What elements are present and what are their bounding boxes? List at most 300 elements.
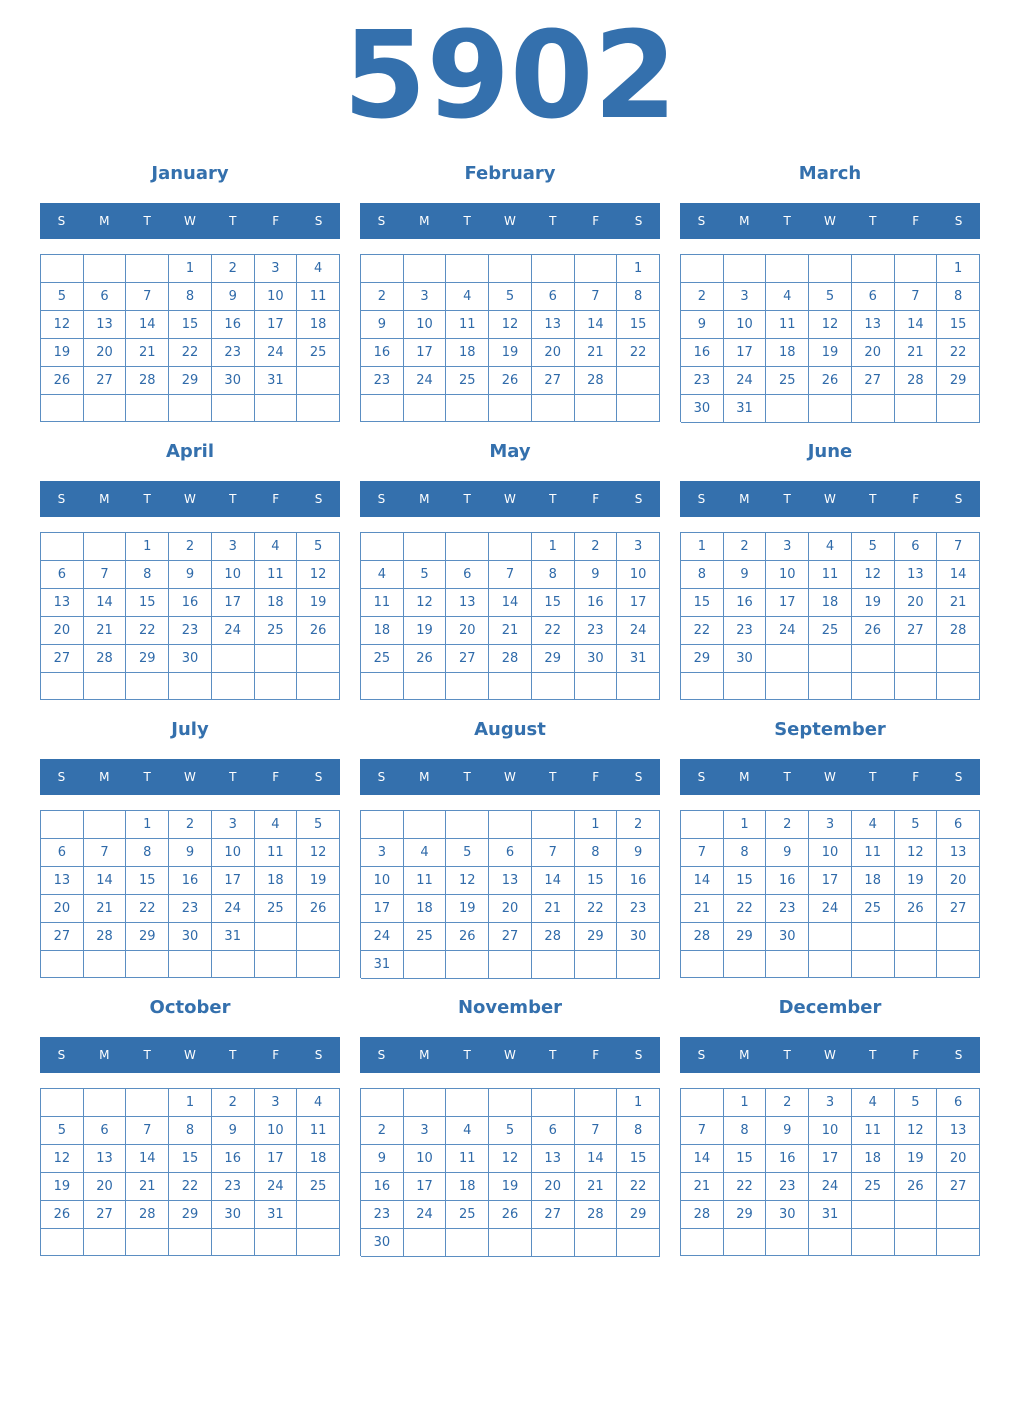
day-cell[interactable]: 22 <box>126 617 169 645</box>
day-cell[interactable]: 26 <box>895 1173 938 1201</box>
day-cell[interactable]: 25 <box>255 895 298 923</box>
day-cell[interactable]: 15 <box>617 311 660 339</box>
day-cell[interactable]: 22 <box>126 895 169 923</box>
day-cell[interactable]: 3 <box>809 811 852 839</box>
day-cell[interactable]: 5 <box>297 533 340 561</box>
day-cell[interactable]: 8 <box>681 561 724 589</box>
day-cell[interactable]: 11 <box>255 839 298 867</box>
day-cell[interactable]: 2 <box>724 533 767 561</box>
day-cell[interactable]: 1 <box>169 255 212 283</box>
day-cell[interactable]: 20 <box>41 617 84 645</box>
day-cell[interactable]: 19 <box>489 1173 532 1201</box>
day-cell[interactable]: 4 <box>446 283 489 311</box>
day-cell[interactable]: 23 <box>361 367 404 395</box>
day-cell[interactable]: 2 <box>361 283 404 311</box>
day-cell[interactable]: 15 <box>532 589 575 617</box>
day-cell[interactable]: 13 <box>937 1117 980 1145</box>
day-cell[interactable]: 24 <box>404 367 447 395</box>
day-cell[interactable]: 8 <box>126 839 169 867</box>
day-cell[interactable]: 23 <box>724 617 767 645</box>
day-cell[interactable]: 30 <box>724 645 767 673</box>
day-cell[interactable]: 23 <box>169 617 212 645</box>
day-cell[interactable]: 31 <box>212 923 255 951</box>
day-cell[interactable]: 6 <box>895 533 938 561</box>
day-cell[interactable]: 4 <box>297 1089 340 1117</box>
day-cell[interactable]: 20 <box>84 1173 127 1201</box>
day-cell[interactable]: 6 <box>852 283 895 311</box>
day-cell[interactable]: 19 <box>852 589 895 617</box>
day-cell[interactable]: 7 <box>575 283 618 311</box>
day-cell[interactable]: 4 <box>297 255 340 283</box>
day-cell[interactable]: 2 <box>361 1117 404 1145</box>
day-cell[interactable]: 22 <box>724 1173 767 1201</box>
day-cell[interactable]: 18 <box>852 867 895 895</box>
day-cell[interactable]: 9 <box>361 1145 404 1173</box>
day-cell[interactable]: 6 <box>937 1089 980 1117</box>
day-cell[interactable]: 7 <box>937 533 980 561</box>
day-cell[interactable]: 10 <box>212 561 255 589</box>
day-cell[interactable]: 5 <box>41 1117 84 1145</box>
day-cell[interactable]: 14 <box>126 311 169 339</box>
day-cell[interactable]: 6 <box>41 839 84 867</box>
day-cell[interactable]: 9 <box>212 283 255 311</box>
day-cell[interactable]: 27 <box>532 367 575 395</box>
day-cell[interactable]: 8 <box>724 1117 767 1145</box>
day-cell[interactable]: 16 <box>766 867 809 895</box>
day-cell[interactable]: 21 <box>895 339 938 367</box>
day-cell[interactable]: 9 <box>169 839 212 867</box>
day-cell[interactable]: 16 <box>724 589 767 617</box>
day-cell[interactable]: 4 <box>404 839 447 867</box>
day-cell[interactable]: 1 <box>724 1089 767 1117</box>
day-cell[interactable]: 1 <box>937 255 980 283</box>
day-cell[interactable]: 14 <box>895 311 938 339</box>
day-cell[interactable]: 19 <box>297 867 340 895</box>
day-cell[interactable]: 5 <box>852 533 895 561</box>
day-cell[interactable]: 19 <box>41 1173 84 1201</box>
day-cell[interactable]: 20 <box>937 1145 980 1173</box>
day-cell[interactable]: 11 <box>361 589 404 617</box>
day-cell[interactable]: 12 <box>446 867 489 895</box>
day-cell[interactable]: 8 <box>617 1117 660 1145</box>
day-cell[interactable]: 24 <box>766 617 809 645</box>
day-cell[interactable]: 15 <box>169 311 212 339</box>
day-cell[interactable]: 18 <box>809 589 852 617</box>
day-cell[interactable]: 11 <box>766 311 809 339</box>
day-cell[interactable]: 14 <box>681 867 724 895</box>
day-cell[interactable]: 30 <box>169 645 212 673</box>
day-cell[interactable]: 18 <box>446 1173 489 1201</box>
day-cell[interactable]: 17 <box>724 339 767 367</box>
day-cell[interactable]: 9 <box>766 839 809 867</box>
day-cell[interactable]: 25 <box>361 645 404 673</box>
day-cell[interactable]: 13 <box>532 311 575 339</box>
day-cell[interactable]: 8 <box>532 561 575 589</box>
day-cell[interactable]: 17 <box>617 589 660 617</box>
day-cell[interactable]: 30 <box>212 367 255 395</box>
day-cell[interactable]: 4 <box>255 533 298 561</box>
day-cell[interactable]: 29 <box>126 923 169 951</box>
day-cell[interactable]: 17 <box>361 895 404 923</box>
day-cell[interactable]: 14 <box>937 561 980 589</box>
day-cell[interactable]: 30 <box>766 1201 809 1229</box>
day-cell[interactable]: 29 <box>724 923 767 951</box>
day-cell[interactable]: 23 <box>617 895 660 923</box>
day-cell[interactable]: 27 <box>937 1173 980 1201</box>
day-cell[interactable]: 16 <box>681 339 724 367</box>
day-cell[interactable]: 3 <box>809 1089 852 1117</box>
day-cell[interactable]: 15 <box>937 311 980 339</box>
day-cell[interactable]: 13 <box>489 867 532 895</box>
day-cell[interactable]: 17 <box>255 1145 298 1173</box>
day-cell[interactable]: 7 <box>895 283 938 311</box>
day-cell[interactable]: 15 <box>575 867 618 895</box>
day-cell[interactable]: 5 <box>404 561 447 589</box>
day-cell[interactable]: 6 <box>532 283 575 311</box>
day-cell[interactable]: 14 <box>489 589 532 617</box>
day-cell[interactable]: 16 <box>169 867 212 895</box>
day-cell[interactable]: 17 <box>212 589 255 617</box>
day-cell[interactable]: 17 <box>404 339 447 367</box>
day-cell[interactable]: 17 <box>809 1145 852 1173</box>
day-cell[interactable]: 30 <box>575 645 618 673</box>
day-cell[interactable]: 16 <box>361 339 404 367</box>
day-cell[interactable]: 14 <box>532 867 575 895</box>
day-cell[interactable]: 10 <box>404 1145 447 1173</box>
day-cell[interactable]: 6 <box>489 839 532 867</box>
day-cell[interactable]: 4 <box>852 1089 895 1117</box>
day-cell[interactable]: 28 <box>575 367 618 395</box>
day-cell[interactable]: 9 <box>681 311 724 339</box>
day-cell[interactable]: 9 <box>724 561 767 589</box>
day-cell[interactable]: 23 <box>212 339 255 367</box>
day-cell[interactable]: 3 <box>617 533 660 561</box>
day-cell[interactable]: 4 <box>809 533 852 561</box>
day-cell[interactable]: 25 <box>809 617 852 645</box>
day-cell[interactable]: 16 <box>766 1145 809 1173</box>
day-cell[interactable]: 26 <box>809 367 852 395</box>
day-cell[interactable]: 7 <box>126 283 169 311</box>
day-cell[interactable]: 5 <box>489 1117 532 1145</box>
day-cell[interactable]: 10 <box>766 561 809 589</box>
day-cell[interactable]: 24 <box>212 617 255 645</box>
day-cell[interactable]: 21 <box>126 1173 169 1201</box>
day-cell[interactable]: 16 <box>169 589 212 617</box>
day-cell[interactable]: 13 <box>446 589 489 617</box>
day-cell[interactable]: 26 <box>852 617 895 645</box>
day-cell[interactable]: 10 <box>255 1117 298 1145</box>
day-cell[interactable]: 19 <box>41 339 84 367</box>
day-cell[interactable]: 10 <box>724 311 767 339</box>
day-cell[interactable]: 1 <box>532 533 575 561</box>
day-cell[interactable]: 30 <box>681 395 724 423</box>
day-cell[interactable]: 11 <box>446 311 489 339</box>
day-cell[interactable]: 16 <box>212 1145 255 1173</box>
day-cell[interactable]: 15 <box>681 589 724 617</box>
day-cell[interactable]: 22 <box>532 617 575 645</box>
day-cell[interactable]: 13 <box>84 311 127 339</box>
day-cell[interactable]: 10 <box>809 1117 852 1145</box>
day-cell[interactable]: 18 <box>361 617 404 645</box>
day-cell[interactable]: 2 <box>169 533 212 561</box>
day-cell[interactable]: 14 <box>84 867 127 895</box>
day-cell[interactable]: 27 <box>489 923 532 951</box>
day-cell[interactable]: 30 <box>169 923 212 951</box>
day-cell[interactable]: 12 <box>41 1145 84 1173</box>
day-cell[interactable]: 27 <box>41 923 84 951</box>
day-cell[interactable]: 6 <box>937 811 980 839</box>
day-cell[interactable]: 24 <box>404 1201 447 1229</box>
day-cell[interactable]: 11 <box>852 839 895 867</box>
day-cell[interactable]: 20 <box>937 867 980 895</box>
day-cell[interactable]: 26 <box>489 1201 532 1229</box>
day-cell[interactable]: 12 <box>297 839 340 867</box>
day-cell[interactable]: 26 <box>446 923 489 951</box>
day-cell[interactable]: 28 <box>895 367 938 395</box>
day-cell[interactable]: 23 <box>575 617 618 645</box>
day-cell[interactable]: 2 <box>617 811 660 839</box>
day-cell[interactable]: 3 <box>255 1089 298 1117</box>
day-cell[interactable]: 24 <box>809 895 852 923</box>
day-cell[interactable]: 4 <box>446 1117 489 1145</box>
day-cell[interactable]: 23 <box>169 895 212 923</box>
day-cell[interactable]: 2 <box>766 1089 809 1117</box>
day-cell[interactable]: 19 <box>809 339 852 367</box>
day-cell[interactable]: 5 <box>446 839 489 867</box>
day-cell[interactable]: 25 <box>852 895 895 923</box>
day-cell[interactable]: 18 <box>404 895 447 923</box>
day-cell[interactable]: 29 <box>169 367 212 395</box>
day-cell[interactable]: 24 <box>724 367 767 395</box>
day-cell[interactable]: 17 <box>404 1173 447 1201</box>
day-cell[interactable]: 2 <box>169 811 212 839</box>
day-cell[interactable]: 28 <box>575 1201 618 1229</box>
day-cell[interactable]: 6 <box>532 1117 575 1145</box>
day-cell[interactable]: 23 <box>361 1201 404 1229</box>
day-cell[interactable]: 17 <box>809 867 852 895</box>
day-cell[interactable]: 10 <box>361 867 404 895</box>
day-cell[interactable]: 14 <box>575 311 618 339</box>
day-cell[interactable]: 21 <box>937 589 980 617</box>
day-cell[interactable]: 26 <box>895 895 938 923</box>
day-cell[interactable]: 4 <box>852 811 895 839</box>
day-cell[interactable]: 22 <box>681 617 724 645</box>
day-cell[interactable]: 28 <box>681 923 724 951</box>
day-cell[interactable]: 15 <box>169 1145 212 1173</box>
day-cell[interactable]: 31 <box>724 395 767 423</box>
day-cell[interactable]: 29 <box>169 1201 212 1229</box>
day-cell[interactable]: 13 <box>532 1145 575 1173</box>
day-cell[interactable]: 29 <box>937 367 980 395</box>
day-cell[interactable]: 19 <box>404 617 447 645</box>
day-cell[interactable]: 12 <box>404 589 447 617</box>
day-cell[interactable]: 15 <box>617 1145 660 1173</box>
day-cell[interactable]: 26 <box>41 367 84 395</box>
day-cell[interactable]: 21 <box>84 617 127 645</box>
day-cell[interactable]: 12 <box>895 1117 938 1145</box>
day-cell[interactable]: 18 <box>297 1145 340 1173</box>
day-cell[interactable]: 12 <box>297 561 340 589</box>
day-cell[interactable]: 28 <box>489 645 532 673</box>
day-cell[interactable]: 31 <box>255 1201 298 1229</box>
day-cell[interactable]: 13 <box>852 311 895 339</box>
day-cell[interactable]: 6 <box>84 283 127 311</box>
day-cell[interactable]: 5 <box>297 811 340 839</box>
day-cell[interactable]: 8 <box>169 1117 212 1145</box>
day-cell[interactable]: 28 <box>532 923 575 951</box>
day-cell[interactable]: 9 <box>169 561 212 589</box>
day-cell[interactable]: 12 <box>489 1145 532 1173</box>
day-cell[interactable]: 10 <box>212 839 255 867</box>
day-cell[interactable]: 21 <box>575 1173 618 1201</box>
day-cell[interactable]: 22 <box>724 895 767 923</box>
day-cell[interactable]: 27 <box>937 895 980 923</box>
day-cell[interactable]: 30 <box>617 923 660 951</box>
day-cell[interactable]: 2 <box>681 283 724 311</box>
day-cell[interactable]: 18 <box>255 589 298 617</box>
day-cell[interactable]: 28 <box>937 617 980 645</box>
day-cell[interactable]: 25 <box>766 367 809 395</box>
day-cell[interactable]: 29 <box>532 645 575 673</box>
day-cell[interactable]: 18 <box>255 867 298 895</box>
day-cell[interactable]: 11 <box>297 283 340 311</box>
day-cell[interactable]: 24 <box>212 895 255 923</box>
day-cell[interactable]: 5 <box>895 811 938 839</box>
day-cell[interactable]: 9 <box>617 839 660 867</box>
day-cell[interactable]: 1 <box>681 533 724 561</box>
day-cell[interactable]: 23 <box>212 1173 255 1201</box>
day-cell[interactable]: 2 <box>766 811 809 839</box>
day-cell[interactable]: 8 <box>575 839 618 867</box>
day-cell[interactable]: 28 <box>84 923 127 951</box>
day-cell[interactable]: 14 <box>84 589 127 617</box>
day-cell[interactable]: 10 <box>809 839 852 867</box>
day-cell[interactable]: 16 <box>575 589 618 617</box>
day-cell[interactable]: 24 <box>617 617 660 645</box>
day-cell[interactable]: 23 <box>766 895 809 923</box>
day-cell[interactable]: 29 <box>126 645 169 673</box>
day-cell[interactable]: 11 <box>404 867 447 895</box>
day-cell[interactable]: 14 <box>126 1145 169 1173</box>
day-cell[interactable]: 8 <box>724 839 767 867</box>
day-cell[interactable]: 6 <box>446 561 489 589</box>
day-cell[interactable]: 25 <box>297 1173 340 1201</box>
day-cell[interactable]: 9 <box>361 311 404 339</box>
day-cell[interactable]: 12 <box>895 839 938 867</box>
day-cell[interactable]: 5 <box>489 283 532 311</box>
day-cell[interactable]: 28 <box>84 645 127 673</box>
day-cell[interactable]: 20 <box>532 1173 575 1201</box>
day-cell[interactable]: 7 <box>532 839 575 867</box>
day-cell[interactable]: 14 <box>575 1145 618 1173</box>
day-cell[interactable]: 21 <box>575 339 618 367</box>
day-cell[interactable]: 14 <box>681 1145 724 1173</box>
day-cell[interactable]: 18 <box>297 311 340 339</box>
day-cell[interactable]: 10 <box>617 561 660 589</box>
day-cell[interactable]: 4 <box>766 283 809 311</box>
day-cell[interactable]: 5 <box>41 283 84 311</box>
day-cell[interactable]: 8 <box>937 283 980 311</box>
day-cell[interactable]: 2 <box>575 533 618 561</box>
day-cell[interactable]: 13 <box>895 561 938 589</box>
day-cell[interactable]: 27 <box>532 1201 575 1229</box>
day-cell[interactable]: 12 <box>489 311 532 339</box>
day-cell[interactable]: 22 <box>169 1173 212 1201</box>
day-cell[interactable]: 15 <box>724 867 767 895</box>
day-cell[interactable]: 26 <box>404 645 447 673</box>
day-cell[interactable]: 21 <box>532 895 575 923</box>
day-cell[interactable]: 11 <box>446 1145 489 1173</box>
day-cell[interactable]: 26 <box>297 617 340 645</box>
day-cell[interactable]: 10 <box>255 283 298 311</box>
day-cell[interactable]: 6 <box>84 1117 127 1145</box>
day-cell[interactable]: 2 <box>212 255 255 283</box>
day-cell[interactable]: 26 <box>297 895 340 923</box>
day-cell[interactable]: 20 <box>446 617 489 645</box>
day-cell[interactable]: 8 <box>126 561 169 589</box>
day-cell[interactable]: 21 <box>681 1173 724 1201</box>
day-cell[interactable]: 18 <box>852 1145 895 1173</box>
day-cell[interactable]: 19 <box>297 589 340 617</box>
day-cell[interactable]: 3 <box>404 1117 447 1145</box>
day-cell[interactable]: 25 <box>404 923 447 951</box>
day-cell[interactable]: 15 <box>724 1145 767 1173</box>
day-cell[interactable]: 23 <box>681 367 724 395</box>
day-cell[interactable]: 22 <box>169 339 212 367</box>
day-cell[interactable]: 12 <box>41 311 84 339</box>
day-cell[interactable]: 1 <box>617 1089 660 1117</box>
day-cell[interactable]: 27 <box>84 1201 127 1229</box>
day-cell[interactable]: 29 <box>681 645 724 673</box>
day-cell[interactable]: 21 <box>681 895 724 923</box>
day-cell[interactable]: 22 <box>575 895 618 923</box>
day-cell[interactable]: 7 <box>681 839 724 867</box>
day-cell[interactable]: 27 <box>852 367 895 395</box>
day-cell[interactable]: 27 <box>84 367 127 395</box>
day-cell[interactable]: 24 <box>809 1173 852 1201</box>
day-cell[interactable]: 17 <box>255 311 298 339</box>
day-cell[interactable]: 19 <box>446 895 489 923</box>
day-cell[interactable]: 27 <box>446 645 489 673</box>
day-cell[interactable]: 25 <box>852 1173 895 1201</box>
day-cell[interactable]: 13 <box>41 589 84 617</box>
day-cell[interactable]: 3 <box>212 811 255 839</box>
day-cell[interactable]: 29 <box>617 1201 660 1229</box>
day-cell[interactable]: 16 <box>361 1173 404 1201</box>
day-cell[interactable]: 3 <box>255 255 298 283</box>
day-cell[interactable]: 2 <box>212 1089 255 1117</box>
day-cell[interactable]: 31 <box>809 1201 852 1229</box>
day-cell[interactable]: 7 <box>84 839 127 867</box>
day-cell[interactable]: 31 <box>255 367 298 395</box>
day-cell[interactable]: 30 <box>361 1229 404 1257</box>
day-cell[interactable]: 24 <box>361 923 404 951</box>
day-cell[interactable]: 21 <box>489 617 532 645</box>
day-cell[interactable]: 30 <box>766 923 809 951</box>
day-cell[interactable]: 25 <box>255 617 298 645</box>
day-cell[interactable]: 17 <box>212 867 255 895</box>
day-cell[interactable]: 5 <box>895 1089 938 1117</box>
day-cell[interactable]: 25 <box>446 367 489 395</box>
day-cell[interactable]: 13 <box>41 867 84 895</box>
day-cell[interactable]: 15 <box>126 589 169 617</box>
day-cell[interactable]: 27 <box>895 617 938 645</box>
day-cell[interactable]: 5 <box>809 283 852 311</box>
day-cell[interactable]: 17 <box>766 589 809 617</box>
day-cell[interactable]: 28 <box>126 1201 169 1229</box>
day-cell[interactable]: 20 <box>84 339 127 367</box>
day-cell[interactable]: 12 <box>852 561 895 589</box>
